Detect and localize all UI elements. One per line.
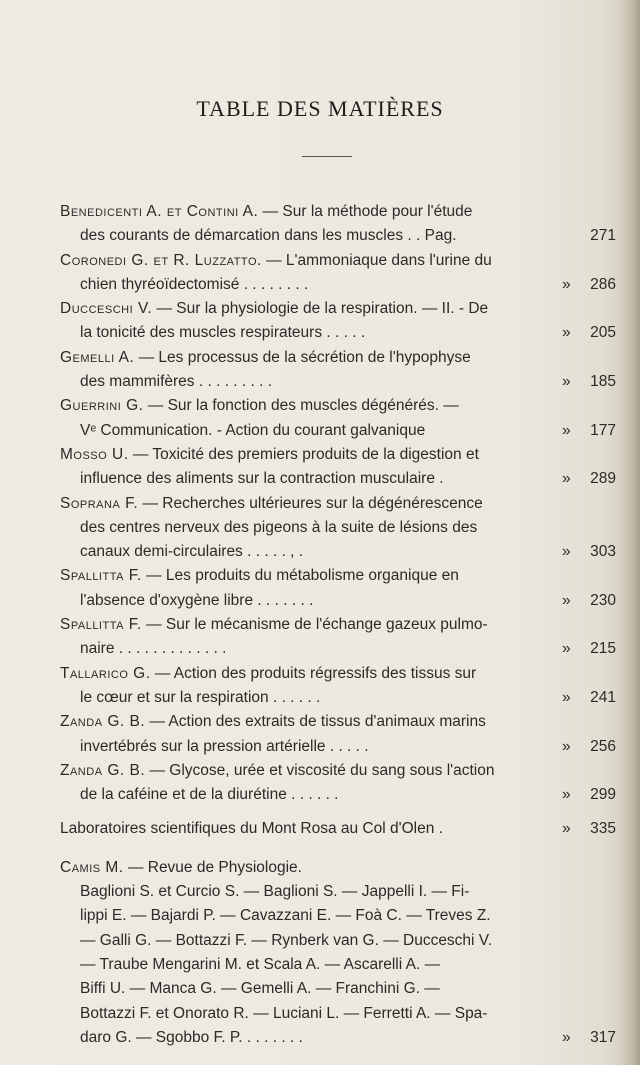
entry-text xyxy=(80,370,562,394)
ditto-mark: » xyxy=(562,786,571,804)
toc-entry[interactable] xyxy=(60,249,616,298)
entry-line xyxy=(60,540,616,564)
entry-author: Spallitta F. xyxy=(60,616,142,634)
entry-line-text: l'absence d'oxygène libre . . . . . . . xyxy=(80,591,314,609)
camis-line xyxy=(60,1026,616,1050)
entry-text xyxy=(80,783,562,807)
toc-entry[interactable] xyxy=(60,710,616,759)
ditto-mark: » xyxy=(562,1028,571,1046)
page-number: 286 xyxy=(590,275,616,293)
entry-line-text: chien thyréoïdectomisé . . . . . . . . xyxy=(80,275,309,293)
entry-line-text: — Sur le mécanisme de l'échange gazeux pulmo- xyxy=(146,616,488,634)
toc-entry[interactable] xyxy=(60,492,616,565)
entry-author: Zanda G. B. xyxy=(60,761,146,779)
camis-entry[interactable] xyxy=(60,856,616,1050)
entry-text xyxy=(80,224,562,248)
camis-line-text: daro G. — Sgobbo F. P. . . . . . . . xyxy=(80,1028,303,1046)
entry-line-text: — Les produits du métabolisme organique en xyxy=(146,567,459,585)
entry-line-text: — Action des produits régressifs des tissus sur xyxy=(154,664,477,682)
ditto-mark: » xyxy=(562,543,571,561)
laboratoires-entry[interactable] xyxy=(60,817,616,841)
entry-heading: — Revue de Physiologie. xyxy=(127,858,302,876)
entry-line xyxy=(60,273,616,297)
ditto-mark: » xyxy=(562,640,571,658)
camis-line xyxy=(60,1002,580,1026)
entry-author: Soprana F. xyxy=(60,494,139,512)
entry-text xyxy=(80,589,562,613)
ditto-mark: » xyxy=(562,688,571,706)
entry-text xyxy=(80,419,562,443)
camis-line xyxy=(60,904,580,928)
entry-line-text: — Sur la fonction des muscles dégénérés. — xyxy=(147,397,459,415)
entry-line xyxy=(60,613,580,637)
entry-line xyxy=(60,564,580,588)
entry-line xyxy=(60,783,616,807)
page-number: 335 xyxy=(590,820,616,838)
page-number: 317 xyxy=(590,1028,616,1046)
entry-text xyxy=(80,273,562,297)
entry-line xyxy=(60,686,616,710)
entry-line xyxy=(60,200,580,224)
toc-entry[interactable] xyxy=(60,200,616,249)
camis-line-text: Biffi U. — Manca G. — Gemelli A. — Franchini G. — xyxy=(80,980,440,998)
entry-author: Coronedi G. et R. Luzzatto. xyxy=(60,251,262,269)
entry-text xyxy=(60,710,580,734)
entry-line-text: — Sur la physiologie de la respiration. — II. - De xyxy=(156,300,489,318)
entry-line xyxy=(60,370,616,394)
entry-line xyxy=(60,419,616,443)
entry-line xyxy=(60,443,580,467)
page-number: 303 xyxy=(590,543,616,561)
toc-entry[interactable] xyxy=(60,443,616,492)
entry-line-text: Vᵉ Communication. - Action du courant galvanique xyxy=(80,421,426,439)
ditto-mark: » xyxy=(562,373,571,391)
entry-author: Zanda G. B. xyxy=(60,713,146,731)
toc-entry[interactable] xyxy=(60,564,616,613)
entry-line xyxy=(60,637,616,661)
entry-line xyxy=(60,516,580,540)
ditto-mark: » xyxy=(562,324,571,342)
entry-text xyxy=(60,443,580,467)
toc-entry[interactable] xyxy=(60,394,616,443)
entry-line xyxy=(60,346,580,370)
page-number: 205 xyxy=(590,324,616,342)
page-number: 185 xyxy=(590,373,616,391)
entry-text xyxy=(80,686,562,710)
entry-text xyxy=(80,321,562,345)
entry-line-text: — Glycose, urée et viscosité du sang sous l'action xyxy=(149,761,495,779)
camis-line-text: lippi E. — Bajardi P. — Cavazzani E. — Foà C. — Treves Z. xyxy=(80,907,491,925)
entry-text xyxy=(60,346,580,370)
entry-line xyxy=(60,321,616,345)
ditto-mark xyxy=(562,224,590,248)
camis-line-text: — Traube Mengarini M. et Scala A. — Ascarelli A. — xyxy=(80,955,441,973)
entry-author: Benedicenti A. et Contini A. xyxy=(60,203,259,220)
page-number: 256 xyxy=(590,737,616,755)
entry-text xyxy=(60,492,580,516)
camis-line-text: Bottazzi F. et Onorato R. — Luciani L. — Ferretti A. — Spa- xyxy=(80,1004,488,1022)
title-rule xyxy=(302,156,352,157)
laboratoires-text: Laboratoires scientifiques du Mont Rosa au Col d'Olen . xyxy=(60,820,443,838)
ditto-mark: » xyxy=(562,591,571,609)
entry-author: Guerrini G. xyxy=(60,397,144,415)
entry-line-text: le cœur et sur la respiration . . . . . . xyxy=(80,688,321,706)
entry-text xyxy=(80,467,562,491)
entry-line-text: — Recherches ultérieures sur la dégénérescence xyxy=(142,494,483,512)
entry-text xyxy=(60,200,580,224)
entry-text xyxy=(60,564,580,588)
entry-author: Camis M. xyxy=(60,858,124,876)
page-number: 230 xyxy=(590,591,616,609)
entry-line-text: canaux demi-circulaires . . . . . , . xyxy=(80,543,304,561)
entry-line-text: des centres nerveux des pigeons à la suite de lésions des xyxy=(80,518,478,536)
entry-line xyxy=(60,224,616,248)
toc-entries xyxy=(60,200,616,1050)
toc-entry[interactable] xyxy=(60,662,616,711)
page-number: 215 xyxy=(590,640,616,658)
page-number: 241 xyxy=(590,688,616,706)
entry-text xyxy=(60,613,580,637)
entry-line xyxy=(60,589,616,613)
page-title: TABLE DES MATIÈRES xyxy=(196,96,444,121)
entry-line-text: — Les processus de la sécrétion de l'hypophyse xyxy=(138,348,471,366)
entry-text xyxy=(60,394,580,418)
camis-line-text: — Galli G. — Bottazzi F. — Rynberk van G. — Ducceschi V. xyxy=(80,931,493,949)
entry-line-text: des courants de démarcation dans les muscles . . Pag. xyxy=(80,227,457,245)
entry-line-text: invertébrés sur la pression artérielle . . . . . xyxy=(80,737,369,755)
toc-entry[interactable] xyxy=(60,297,616,346)
page-number: 177 xyxy=(590,421,616,439)
toc-entry[interactable] xyxy=(60,759,616,808)
camis-lines xyxy=(60,880,616,1050)
entry-line-text: — Action des extraits de tissus d'animaux marins xyxy=(149,713,486,731)
page-edge-shadow xyxy=(618,0,640,1065)
entry-line-text: naire . . . . . . . . . . . . . xyxy=(80,640,227,658)
entry-line-text: des mammifères . . . . . . . . . xyxy=(80,373,273,391)
entry-line-text: de la caféine et de la diurétine . . . . . . xyxy=(80,786,339,804)
page-number: 299 xyxy=(590,786,616,804)
entry-text xyxy=(60,662,580,686)
entry-line xyxy=(60,759,580,783)
camis-line-text: Baglioni S. et Curcio S. — Baglioni S. — Jappelli I. — Fi- xyxy=(80,883,470,901)
entry-line xyxy=(60,735,616,759)
entry-text xyxy=(80,735,562,759)
ditto-mark: » xyxy=(562,275,571,293)
toc-entry[interactable] xyxy=(60,346,616,395)
entry-line-text: la tonicité des muscles respirateurs . . . . . xyxy=(80,324,366,342)
entry-text xyxy=(60,297,580,321)
entry-line xyxy=(60,249,580,273)
entry-line xyxy=(60,492,580,516)
ditto-mark: » xyxy=(562,421,571,439)
camis-line xyxy=(60,929,580,953)
camis-line xyxy=(60,880,580,904)
entry-text xyxy=(80,516,580,540)
entry-author: Ducceschi V. xyxy=(60,300,153,318)
entry-line xyxy=(60,297,580,321)
entry-text xyxy=(60,759,580,783)
entry-line-text: — L'ammoniaque dans l'urine du xyxy=(266,251,492,269)
entry-line xyxy=(60,662,580,686)
camis-line xyxy=(60,953,580,977)
entry-line-text: — Sur la méthode pour l'étude xyxy=(262,203,473,220)
entry-list xyxy=(60,200,616,807)
entry-author: Spallitta F. xyxy=(60,567,142,585)
entry-author: Mosso U. xyxy=(60,445,129,463)
entry-text xyxy=(80,540,562,564)
entry-text xyxy=(60,249,580,273)
ditto-mark: » xyxy=(562,737,571,755)
ditto-mark: » xyxy=(562,470,571,488)
entry-line-text: influence des aliments sur la contraction musculaire . xyxy=(80,470,444,488)
entry-author: Gemelli A. xyxy=(60,348,135,366)
page-number: 271 xyxy=(590,227,616,245)
camis-line xyxy=(60,977,580,1001)
entry-line-text: — Toxicité des premiers produits de la digestion et xyxy=(132,445,479,463)
page-number: 289 xyxy=(590,470,616,488)
entry-author: Tallarico G. xyxy=(60,664,151,682)
entry-line xyxy=(60,394,580,418)
toc-entry[interactable] xyxy=(60,613,616,662)
entry-line xyxy=(60,467,616,491)
entry-line xyxy=(60,710,580,734)
ditto-mark: » xyxy=(562,820,571,838)
entry-text xyxy=(80,637,562,661)
